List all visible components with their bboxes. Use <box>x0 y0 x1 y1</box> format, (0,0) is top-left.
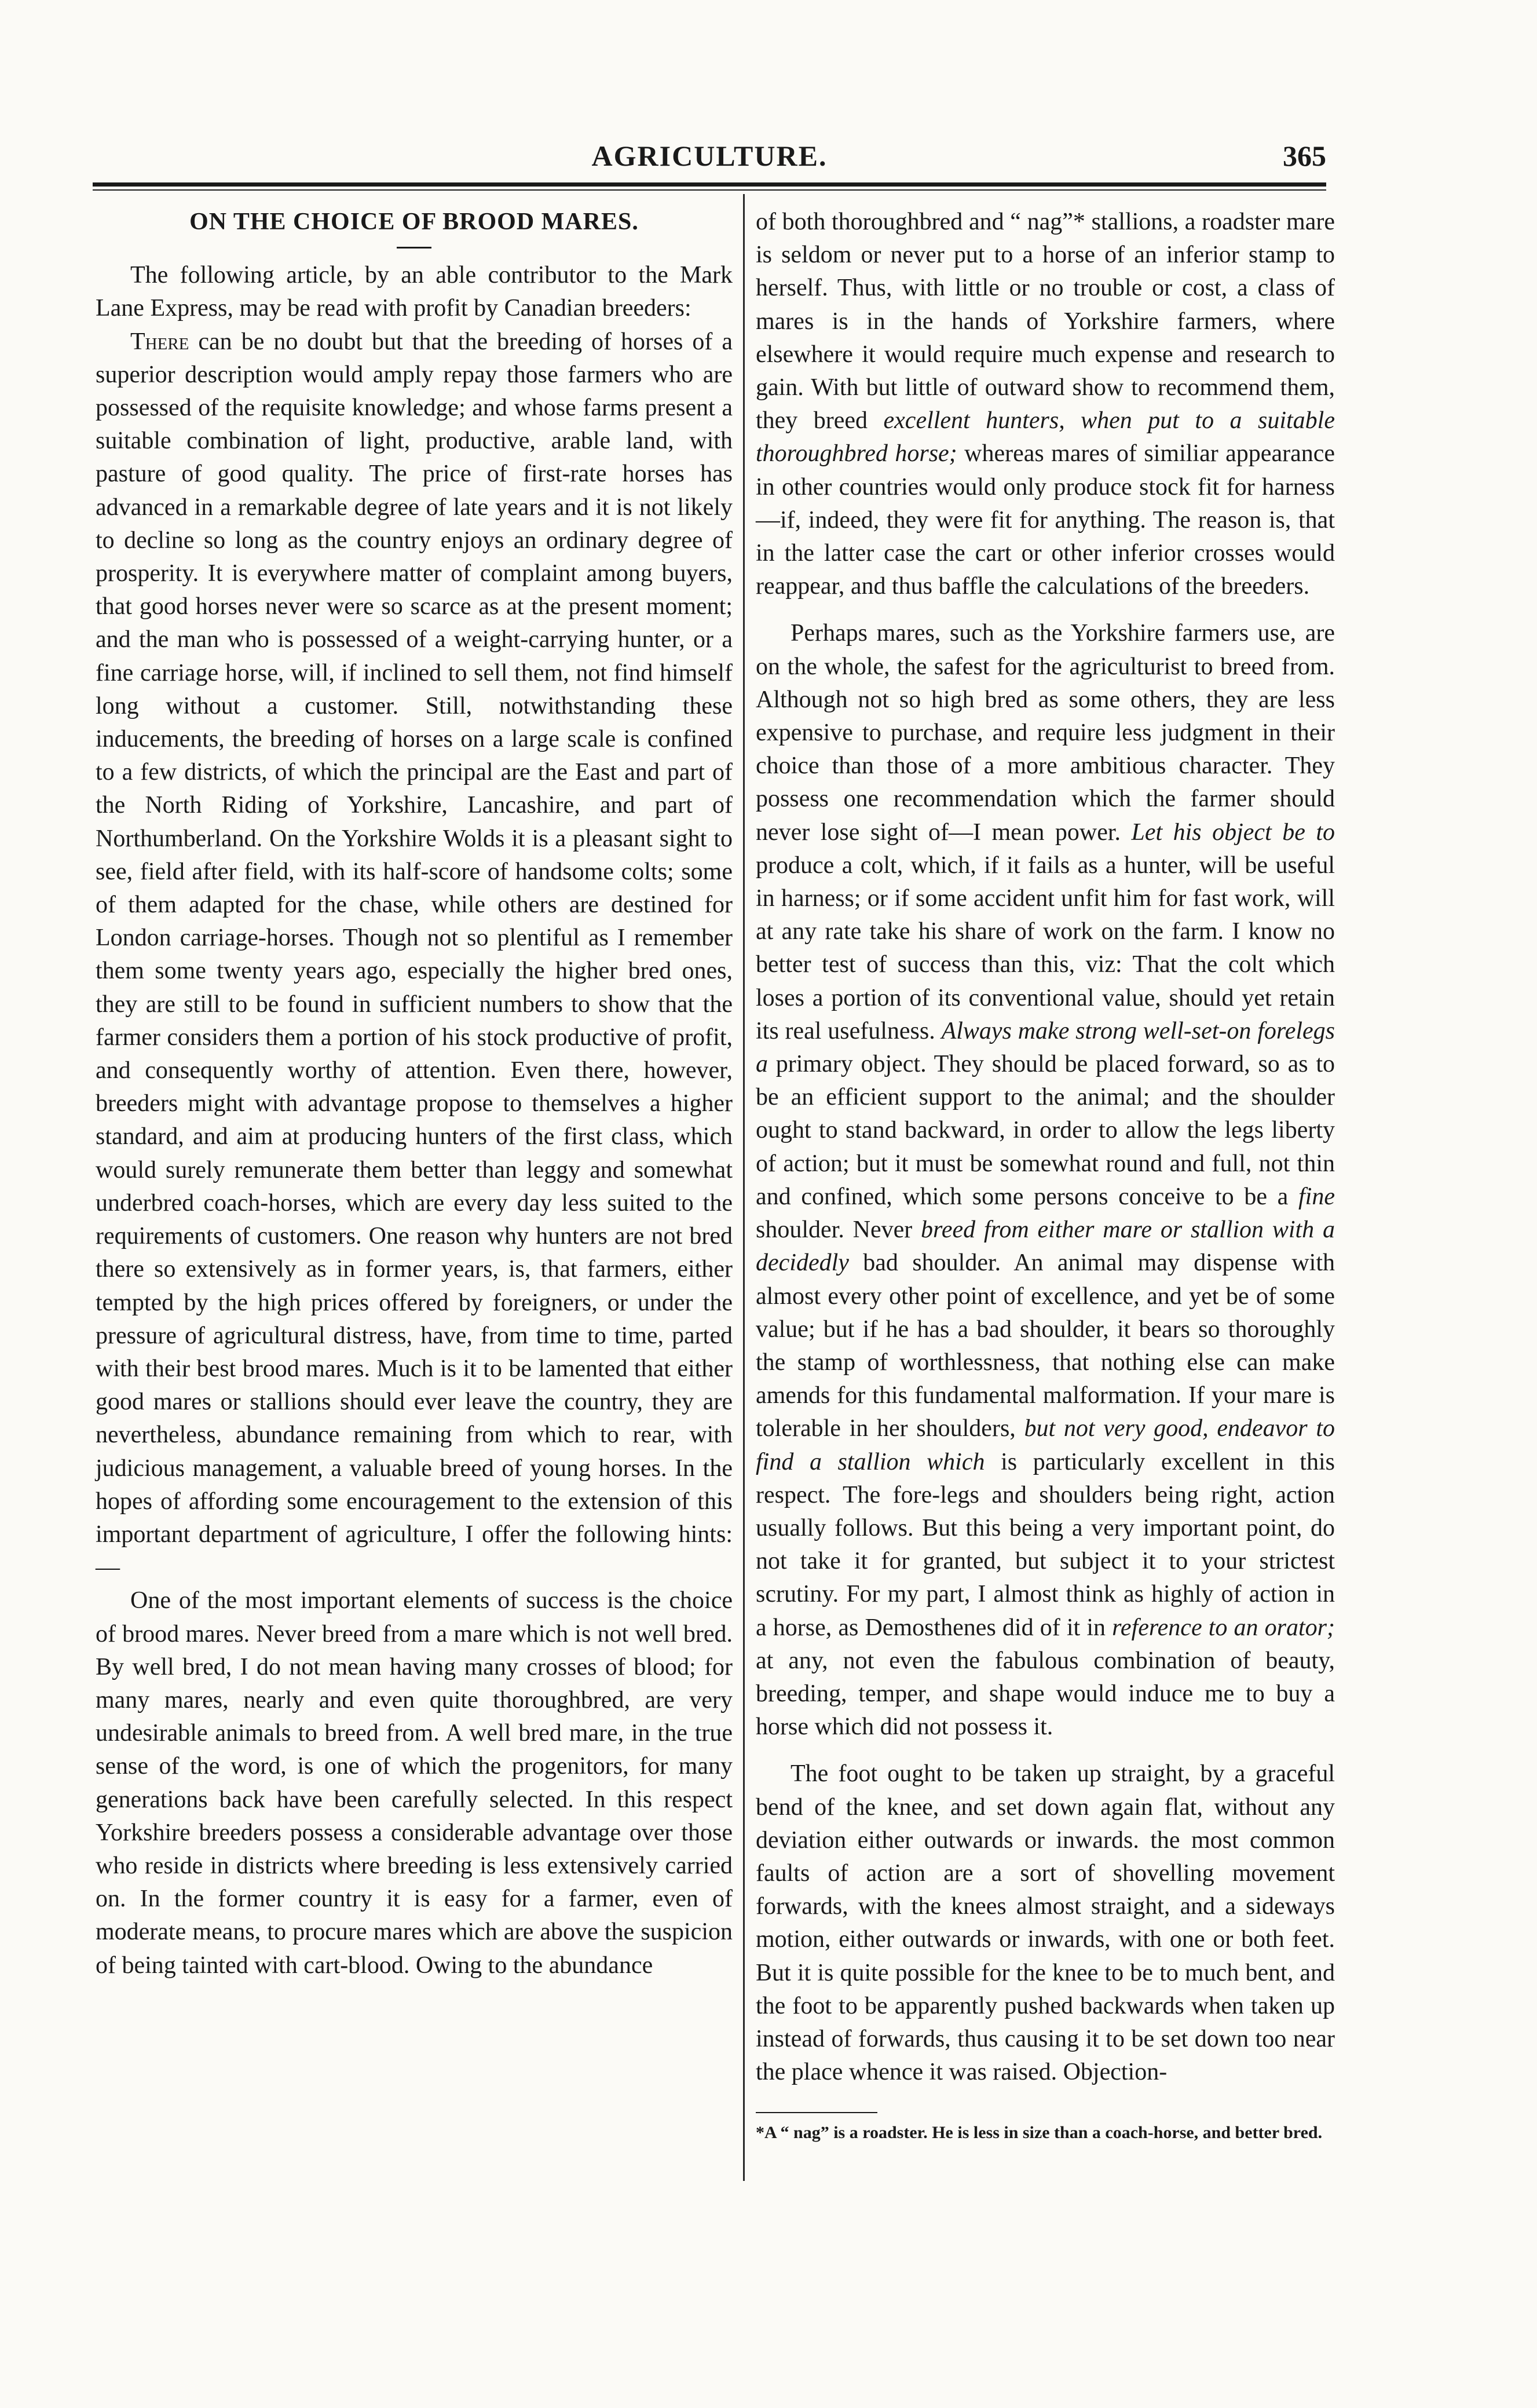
paragraph-3-b: produce a colt, which, if it fails as a hunter, will be useful in harness; or if some accident unfit him for fast work, will at any rate take his share of work on the farm. I know no better test of success than this, viz: That the colt which loses a portion of its conventional value, should yet retain its real usefulness. <box>756 852 1335 1044</box>
paragraph-1-lead: There <box>130 328 189 355</box>
paragraph-3-em4: breed from either mare or stallion with a decidedly <box>756 1216 1335 1277</box>
paragraph-3-em2: Always make strong well-set-on forelegs a <box>756 1017 1335 1078</box>
paragraph-3-em5: but not very good, endeavor to find a stallion which <box>756 1415 1335 1475</box>
paragraph-3-f: is particularly excellent in this respect. The fore-legs and shoulders being right, action usually follows. But this being a very important point, do not take it for granted, but subject it to your strictest scrutiny. For my part, I almost think as highly of action in a horse, as Demosthenes did of it in <box>756 1448 1335 1641</box>
right-column <box>756 206 1335 2144</box>
paragraph-2: One of the most important elements of success is the choice of brood mares. Never breed from a mare which is not well bred. By well bred, I do not mean having many crosses of blood; for many mares, nearly and even quite thoroughbred, are very undesirable animals to breed from. A well bred mare, in the true sense of the word, is one of which the progenitors, for many generations back have been carefully selected. In this respect Yorkshire breeders possess a considerable advantage over those who reside in districts where breeding is less extensively carried on. In the former country it is easy for a farmer, even of moderate means, to procure mares which are above the suspicion of being tainted with cart-blood. Owing to the abundance <box>96 1587 733 1979</box>
title-rule <box>397 247 431 249</box>
paragraph-3-a: Perhaps mares, such as the Yorkshire farmers use, are on the whole, the safest for the agriculturist to breed from. Although not so high bred as some others, they are less expensive to purchase, and require less judgment in their choice than those of a more ambitious character. They possess one recommendation which the farmer should never lose sight of—I mean power. <box>756 620 1335 846</box>
footnote: *A “ nag” is a roadster. He is less in size than a coach-horse, and better bred. <box>756 2123 1323 2143</box>
article-title: ON THE CHOICE OF BROOD MARES. <box>189 209 639 235</box>
paragraph-2-cont-a: of both thoroughbred and “ nag”* stallions, a roadster mare is seldom or never put to a horse of an inferior stamp to herself. Thus, with little or no trouble or cost, a class of mares is in the hands of Yorkshire farmers, where elsewhere it would require much expense and research to gain. With but little of outward show to recommend them, they breed <box>756 209 1335 434</box>
paragraph-2-cont-emphasis: excellent hunters, when put to a suitable thoroughbred horse; <box>756 407 1335 467</box>
paragraph-1 <box>96 326 733 1585</box>
running-head: AGRICULTURE. <box>591 140 828 172</box>
left-column <box>96 206 733 1982</box>
page-number: 365 <box>1283 140 1326 172</box>
paragraph-2-continued <box>756 206 1335 603</box>
paragraph-3-em6: reference to an orator; <box>1112 1614 1335 1641</box>
header-rule-thin <box>93 189 1326 191</box>
paragraph-3-d: shoulder. Never <box>756 1216 921 1244</box>
paragraph-3 <box>756 617 1335 1744</box>
paragraph-3-em1: Let his object be to <box>1131 818 1335 846</box>
footnote-rule <box>756 2112 877 2113</box>
paragraph-2-cont-b: whereas mares of similiar appearance in other countries would only produce stock fit for harness—if, indeed, they were fit for anything. The reason is, that in the latter case the cart or other inferior crosses would reappear, and thus baffle the calculations of the breeders. <box>756 440 1335 600</box>
paragraph-3-c: primary object. They should be placed forward, so as to be an efficient support to the animal; and the shoulder ought to stand backward, in order to allow the legs liberty of action; but it must be somewhat round and full, not thin and confined, which some persons conceive to be a <box>756 1051 1335 1210</box>
paragraph-3-e: bad shoulder. An animal may dispense with almost every other point of excellence, and yet be of some value; but if he has a bad shoulder, it bears so thoroughly the stamp of worthlessness, that nothing else can make amends for this fundamental malformation. If your mare is tolerable in her shoulders, <box>756 1249 1335 1442</box>
column-divider <box>743 194 745 2181</box>
article-intro: The following article, by an able contributor to the Mark Lane Express, may be read with profit by Canadian breeders: <box>96 262 733 322</box>
paragraph-1-body: can be no doubt but that the breeding of horses of a superior description would amply repay those farmers who are possessed of the requisite knowledge; and whose farms present a suitable combination of light, productive, arable land, with pasture of good quality. The price of first-rate horses has advanced in a remarkable degree of late years and it is not likely to decline so long as the country enjoys an ordinary degree of prosperity. It is everywhere matter of complaint among buyers, that good horses never were so scarce as at the present moment; and the man who is possessed of a weight-carrying hunter, or a fine carriage horse, will, if inclined to sell them, not find himself long without a customer. Still, notwithstanding these inducements, the breeding of horses on a large scale is confined to a few districts, of which the principal are the East and part of the North Riding of Yorkshire, Lancashire, and part of Northumberland. On the Yorkshire Wolds it is a pleasant sight to see, field after field, with its half-score of handsome colts; some of them adapted for the chase, while others are destined for London carriage-horses. Though not so plentiful as I remember them some twenty years ago, especially the higher bred ones, they are still to be found in sufficient numbers to show that the farmer considers them a portion of his stock productive of profit, and consequently worthy of attention. Even there, however, breeders might with advantage propose to themselves a higher standard, and aim at producing hunters of the first class, which would surely remunerate them better than leggy and somewhat underbred coach-horses, which are every day less suited to the requirements of customers. One reason why hunters are not bred there so extensively as in former years, is, that farmers, either tempted by the high prices offered by foreigners, or under the pressure of agricultural distress, have, from time to time, parted with their best brood mares. Much is it to be lamented that either good mares or stallions should ever leave the country, they are nevertheless, abundance remaining from which to rear, with judicious management, a valuable breed of young horses. In the hopes of affording some encouragement to the extension of this important department of agriculture, I offer the following hints:— <box>96 328 733 1581</box>
paragraph-3-g: at any, not even the fabulous combination of beauty, breeding, temper, and shape would induce me to buy a horse which did not possess it. <box>756 1647 1335 1741</box>
paragraph-4: The foot ought to be taken up straight, by a graceful bend of the knee, and set down again flat, without any deviation either outwards or inwards. the most common faults of action are a sort of shovelling movement forwards, with the knees almost straight, and a sideways motion, either outwards or inwards, with one or both feet. But it is quite possible for the knee to be to much bent, and the foot to be apparently pushed backwards when taken up instead of forwards, thus causing it to be set down too near the place whence it was raised. Objection- <box>756 1760 1335 2086</box>
header-rule-thick <box>93 182 1326 187</box>
page-header <box>93 139 1326 177</box>
paragraph-3-em3: fine <box>1298 1183 1335 1210</box>
